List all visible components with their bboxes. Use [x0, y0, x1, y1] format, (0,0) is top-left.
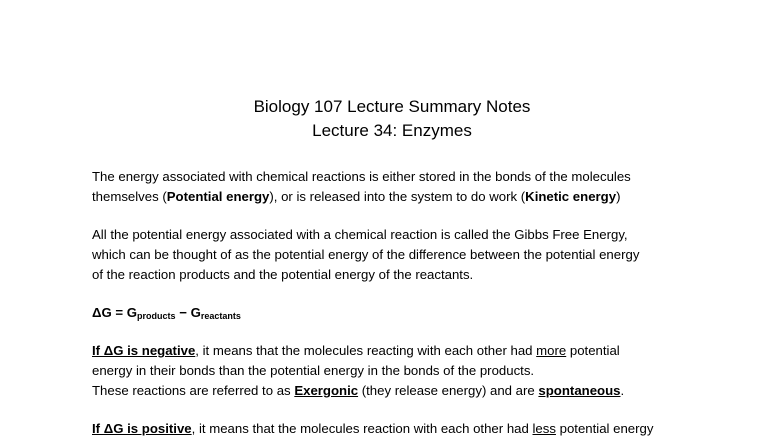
text-segment: , it means that the molecules reacting with each other had	[195, 343, 537, 358]
text-segment: ), or is released into the system to do work (	[269, 189, 526, 204]
equation-minus: − G	[175, 305, 201, 320]
text-line: The energy associated with chemical reactions is either stored in the bonds of the molecules	[92, 169, 631, 184]
condition-negative: If ΔG is negative	[92, 343, 196, 358]
text-segment: themselves (	[92, 189, 167, 204]
text-line: energy in their bonds than the potential energy in the bonds of the products.	[92, 363, 535, 378]
page-subtitle: Lecture 34: Enzymes	[312, 121, 472, 140]
equation-sub-reactants: reactants	[200, 311, 241, 321]
page-title: Biology 107 Lecture Summary Notes	[253, 97, 531, 116]
paragraph-gibbs-free-energy	[92, 225, 722, 285]
text-line	[92, 381, 722, 401]
text-line	[92, 419, 722, 439]
text-line	[92, 187, 722, 207]
paragraph-negative-dg	[92, 341, 722, 401]
term-potential-energy: Potential energy	[166, 189, 270, 204]
text-segment: potential energy	[555, 421, 654, 436]
text-line: All the potential energy associated with a chemical reaction is called the Gibbs Free Energy,	[92, 227, 628, 242]
text-line: which can be thought of as the potential energy of the difference between the potential energy	[92, 247, 640, 262]
text-segment: )	[616, 189, 621, 204]
text-segment: potential	[566, 343, 620, 358]
term-more: more	[536, 343, 567, 358]
paragraph-positive-dg	[92, 419, 722, 439]
text-segment: These reactions are referred to as	[92, 383, 295, 398]
gibbs-equation	[92, 303, 722, 323]
term-exergonic: Exergonic	[294, 383, 359, 398]
text-segment: (they release energy) and are	[358, 383, 539, 398]
term-kinetic-energy: Kinetic energy	[525, 189, 617, 204]
equation-lhs: ΔG = G	[92, 305, 138, 320]
text-line: of the reaction products and the potential energy of the reactants.	[92, 267, 474, 282]
text-segment: .	[620, 383, 625, 398]
text-line	[92, 341, 722, 361]
condition-positive: If ΔG is positive	[92, 421, 192, 436]
text-segment: , it means that the molecules reaction with each other had	[191, 421, 533, 436]
paragraph-energy-intro	[92, 167, 722, 207]
term-spontaneous: spontaneous	[538, 383, 621, 398]
term-less: less	[532, 421, 556, 436]
equation-sub-products: products	[137, 311, 176, 321]
